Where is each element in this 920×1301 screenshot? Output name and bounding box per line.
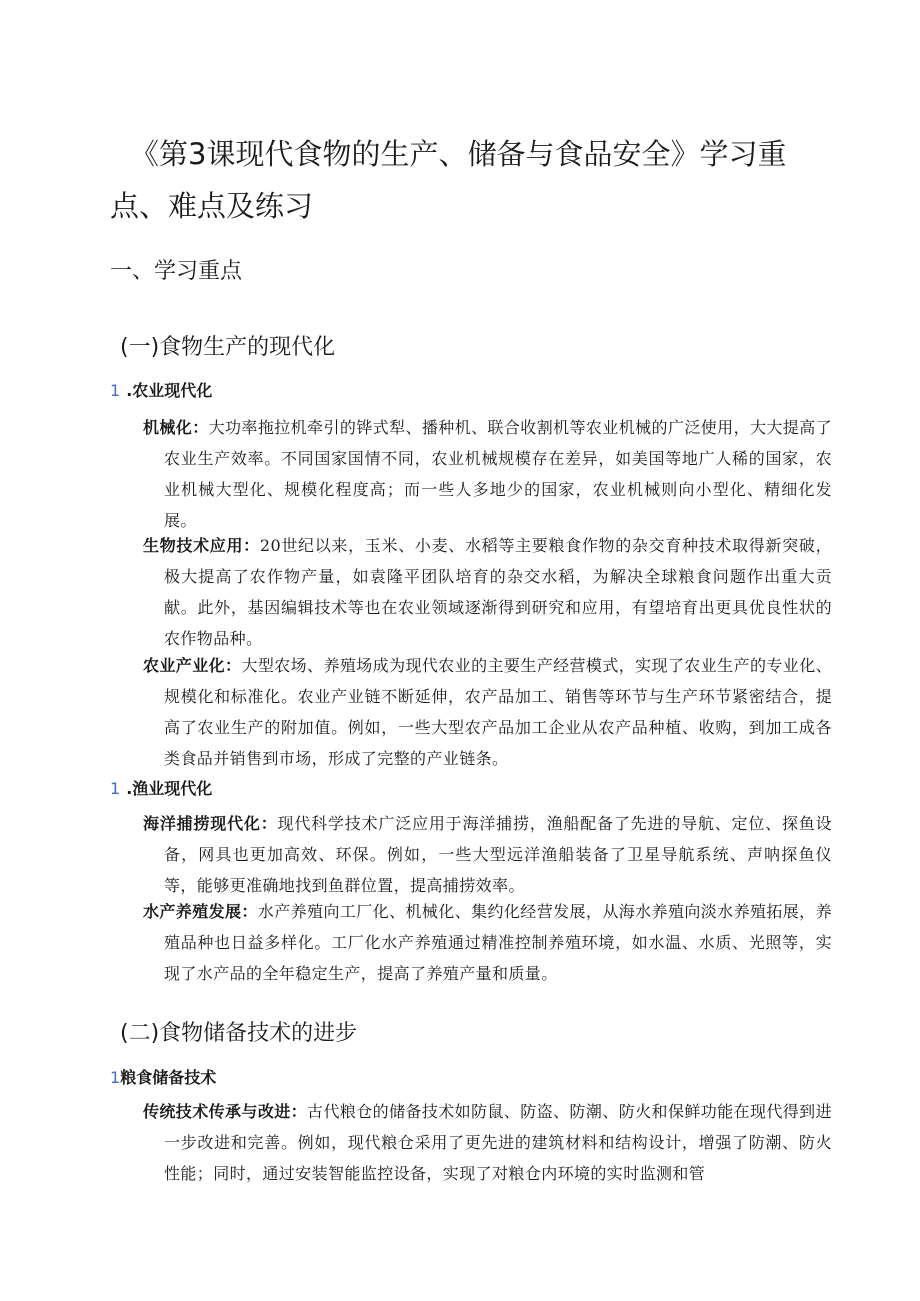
paragraph-lead: 海洋捕捞现代化： [143,814,278,833]
item-label: 粮食储备技术 [120,1068,217,1087]
document-title: 《第3课现代食物的生产、储备与食品安全》学习重点、难点及练习 [110,137,787,223]
paragraph-text: 大功率拖拉机牵引的铧式犁、播种机、联合收割机等农业机械的广泛使用，大大提高了农业生产效率。不同国家国情不同，农业机械规模存在差异，如美国等地广人稀的国家，农业机械大型化、规模化程度高；而一些人多地少的国家，农业机械则向小型化、精细化发展。 [164,418,832,530]
paragraph-text: 古代粮仓的储备技术如防鼠、防盗、防潮、防火和保鲜功能在现代得到进一步改进和完善。例如，现代粮仓采用了更先进的建筑材料和结构设计，增强了防潮、防火性能；同时，通过安装智能监控设备，实现了对粮仓内环境的实时监测和管 [164,1102,832,1183]
subsection-heading-food-production: (一)食物生产的现代化 [120,335,336,360]
item-number: 1 [110,779,121,798]
item-heading-agriculture [110,378,212,401]
item-heading-grain-storage [110,1065,216,1088]
paragraph-biotech [143,530,832,654]
item-label: .农业现代化 [126,381,213,400]
paragraph-lead: 水产养殖发展： [143,902,258,921]
paragraph-aquaculture [143,896,832,989]
paragraph-lead: 农业产业化： [143,656,242,675]
paragraph-marine-fishing [143,808,832,901]
paragraph-text: 现代科学技术广泛应用于海洋捕捞，渔船配备了先进的导航、定位、探鱼设备，网具也更加高效、环保。例如，一些大型远洋渔船装备了卫星导航系统、声呐探鱼仪等，能够更准确地找到鱼群位置，提高捕捞效率。 [164,814,833,895]
section-heading-key-points: 一、学习重点 [110,259,243,284]
paragraph-traditional-tech [143,1096,832,1189]
paragraph-text: 水产养殖向工厂化、机械化、集约化经营发展，从海水养殖向淡水养殖拓展，养殖品种也日益多样化。工厂化水产养殖通过精准控制养殖环境，如水温、水质、光照等，实现了水产品的全年稳定生产，提高了养殖产量和质量。 [164,902,832,983]
item-number: 1 [110,1068,121,1087]
item-label: .渔业现代化 [126,779,213,798]
subsection-heading-food-storage: (二)食物储备技术的进步 [120,1021,358,1046]
paragraph-lead: 机械化： [143,418,209,437]
paragraph-mechanization [143,412,832,536]
paragraph-text: 20世纪以来，玉米、小麦、水稻等主要粮食作物的杂交育种技术取得新突破，极大提高了农作物产量，如袁隆平团队培育的杂交水稻，为解决全球粮食问题作出重大贡献。此外，基因编辑技术等也在农业领域逐渐得到研究和应用，有望培育出更具优良性状的农作物品种。 [164,536,832,648]
paragraph-lead: 传统技术传承与改进： [143,1102,308,1121]
item-heading-fishery [110,776,212,799]
item-number: 1 [110,381,121,400]
paragraph-industrialization [143,650,832,774]
paragraph-lead: 生物技术应用： [143,536,260,555]
paragraph-text: 大型农场、养殖场成为现代农业的主要生产经营模式，实现了农业生产的专业化、规模化和标准化。农业产业链不断延伸，农产品加工、销售等环节与生产环节紧密结合，提高了农业生产的附加值。例如，一些大型农产品加工企业从农产品种植、收购，到加工成各类食品并销售到市场，形成了完整的产业链条。 [164,656,832,768]
